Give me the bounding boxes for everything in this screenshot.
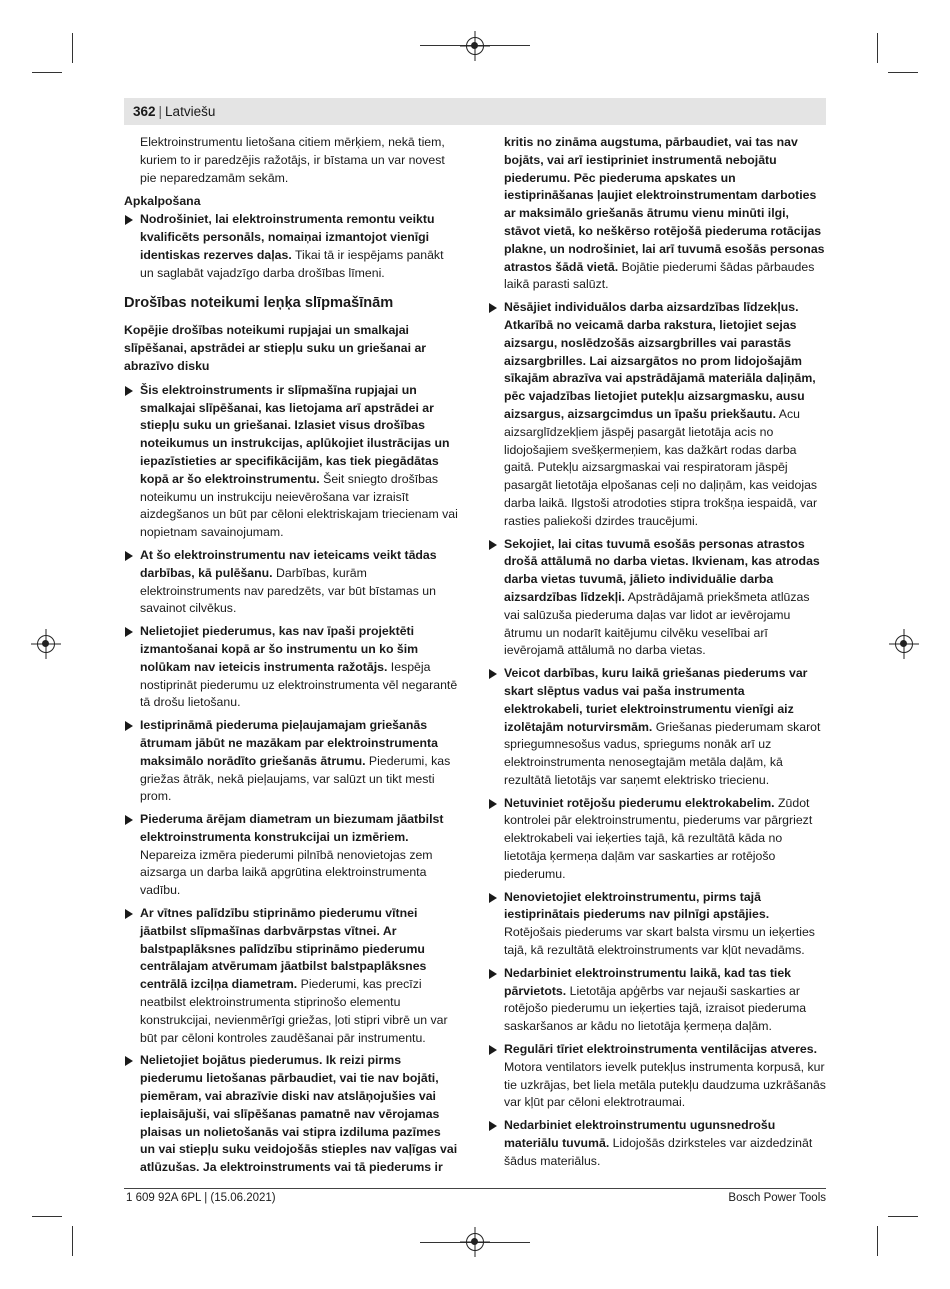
safety-bullet — [488, 965, 826, 1036]
bullet-text: Lietotāja apģērbs var nejauši saskarties ar rotējošo piederumu un ieķerties tajā, izraisot piederuma saskaršanos ar kādu no lietotāja ķermeņa daļām. — [504, 983, 807, 1034]
bullet-triangle-icon — [489, 969, 497, 979]
bullet-triangle-icon — [489, 1121, 497, 1131]
bullet-triangle-icon — [125, 909, 133, 919]
safety-bullet — [488, 299, 826, 530]
footer-brand: Bosch Power Tools — [728, 1192, 826, 1204]
page-header — [124, 98, 826, 125]
bullet-bold-text: Iestiprināmā piederuma pieļaujamajam griešanās ātrumam jābūt ne mazākam par elektroinstrumenta maksimālo norādīto griešanās ātrumu. — [140, 718, 438, 768]
service-bullet — [124, 211, 459, 282]
bullet-bold-text: Nelietojiet bojātus piederumus. Ik reizi pirms piederumu lietošanas pārbaudiet, vai tie nav bojāti, piemēram, vai abrazīvie diski nav atslāņojušies vai ieplaisājuši, vai slīpēšanas pamatnē nav vērojamas plaisas un nolietošanās vai stipra izdiluma pazīmes un vai stiepļu suku veidojošās stieples nav vaļīgas vai atlūzušas. Ja elektroinstruments vai tā piederums ir — [140, 1053, 458, 1175]
bullet-triangle-icon — [125, 815, 133, 825]
bullet-bold-text: Nēsājiet individuālos darba aizsardzības līdzekļus. Atkarībā no veicamā darba rakstura, lietojiet sejas aizsargu, noslēdzošās aizsargbrilles vai parastās aizsargbrilles. Lai aizsargātos no prom lidojošajām sīkajām abrazīva vai apstrādājamā materiāla daļiņām, pēc vajadzības lietojiet putekļu aizsargmasku, ausu aizsargus, aizsargcimdus un īpašu priekšautu. — [504, 300, 816, 421]
safety-bullet — [488, 889, 826, 960]
bullet-bold-text: Veicot darbības, kuru laikā griešanas piederums var skart slēptus vadus vai paša instrumenta elektrokabeli, turiet elektroinstrumentu vienīgi aiz izolētajām noturvirsmām. — [504, 666, 808, 734]
bullet-text: Piederumi, kas griežas ātrāk, nekā pieļaujams, var salūzt un tikt mesti prom. — [140, 753, 451, 804]
bullet-bold-text: Nenovietojiet elektroinstrumentu, pirms tajā iestiprinātais piederums nav pilnīgi apstājies. — [504, 889, 770, 922]
bullet-text: Apstrādājamā priekšmeta atlūzas vai salūzuša piederuma daļas var lidot ar ievērojamu ātrumu un nodarīt kaitējumu cilvēku veselībai arī ievērojamā attālumā no darba vietas. — [504, 589, 810, 658]
bullet-triangle-icon — [125, 215, 133, 225]
registration-mark-icon — [895, 635, 913, 653]
bullet-bold-text: Nelietojiet piederumus, kas nav īpaši projektēti izmantošanai kopā ar šo instrumentu un ko šim nolūkam nav ieteicis instrumenta ražotājs. — [140, 624, 419, 674]
safety-bullet — [124, 547, 459, 618]
bullet-triangle-icon — [489, 540, 497, 550]
bullet-text: Darbības, kurām elektroinstruments nav paredzēts, var būt bīstamas un savainot cilvēkus. — [140, 565, 436, 616]
safety-bullet — [488, 665, 826, 790]
bullet-text: Iespēja nostiprināt piederumu uz elektroinstrumenta vēl negarantē tā drošu lietošanu. — [140, 659, 458, 710]
crop-mark — [32, 72, 62, 73]
bullet-triangle-icon — [489, 303, 497, 313]
continuation-paragraph — [488, 134, 826, 294]
bullet-bold-text: Nodrošiniet, lai elektroinstrumenta remontu veiktu kvalificēts personāls, nomaiņai izmantojot vienīgi identiskas rezerves daļas. — [140, 212, 435, 262]
bullet-bold-text: Nedarbiniet elektroinstrumentu laikā, kad tas tiek pārvietots. — [504, 965, 792, 998]
safety-bullet — [488, 795, 826, 884]
bullet-bold-text: Netuviniet rotējošu piederumu elektrokabelim. — [504, 795, 775, 810]
header-separator: | — [158, 104, 163, 119]
bullet-bold-text: Ar vītnes palīdzību stiprināmo piederumu vītnei jāatbilst slīpmašīnas darbvārpstas vītnei. Ar balstpaplāksnes palīdzību stiprināmo piederumu centrālajam atvērumam jāatbilst balstpaplāksnes centrālā izciļņa diametram. — [140, 906, 427, 992]
bullet-triangle-icon — [489, 1045, 497, 1055]
crop-mark — [877, 33, 878, 63]
registration-mark-icon — [466, 1233, 484, 1251]
bullet-triangle-icon — [125, 1056, 133, 1066]
bullet-bold-text: Šis elektroinstruments ir slīpmašīna rupjajai un smalkajai slīpēšanai, kas lietojama arī apstrādei ar stiepļu suku un griešanai. Izlasiet visus drošības noteikumus un instrukcijas, aplūkojiet ilustrācijas un iepazīstieties ar specifikācijām, kas tiek piegādātas kopā ar šo elektroinstrumentu. — [140, 382, 450, 486]
crop-mark — [888, 72, 918, 73]
bullet-text: Piederumi, kas precīzi neatbilst elektroinstrumenta stiprinošo elementu konstrukcijai, nevienmērīgi griežas, ļoti stipri vibrē un var būt par cēloni kontroles zaudēšanai pār instrumentu. — [140, 977, 448, 1045]
bullet-triangle-icon — [125, 386, 133, 396]
intro-paragraph: Elektroinstrumentu lietošana citiem mērķiem, nekā tiem, kuriem to ir paredzējis ražotājs, ir bīstama un var novest pie neparedzamām sekām. — [140, 135, 445, 185]
bullet-bold-text: Piederuma ārējam diametram un biezumam jāatbilst elektroinstrumenta konstrukcijai un izmēriem. — [140, 812, 444, 844]
crop-mark — [72, 33, 73, 63]
bullet-bold-text: Nedarbiniet elektroinstrumentu ugunsnedrošu materiālu tuvumā. — [504, 1118, 776, 1151]
bullet-bold-text: Regulāri tīriet elektroinstrumenta ventilācijas atveres. — [504, 1042, 818, 1057]
bullet-text: Griešanas piederumam skarot spriegumnesošus vadus, spriegums nonāk arī uz elektroinstrumenta nenosegtajām metāla daļām, kā rezultātā lietotājs var saņemt elektrisko triecienu. — [504, 719, 821, 787]
bullet-triangle-icon — [125, 721, 133, 731]
bullet-triangle-icon — [489, 799, 497, 809]
crop-mark — [877, 1226, 878, 1256]
bullet-text: Šeit sniegto drošības noteikumu un instrukciju neievērošana var izraisīt aizdegšanos un būt par cēloni elektriskajam triecienam vai nopietnam savainojumam. — [140, 471, 458, 540]
right-column — [488, 134, 826, 1176]
section-title: Drošības noteikumi leņķa slīpmašīnām — [124, 295, 394, 312]
safety-bullet — [124, 811, 459, 900]
bullet-triangle-icon — [125, 627, 133, 637]
bullet-bold-text: At šo elektroinstrumentu nav ieteicams veikt tādas darbības, kā pulēšanu. — [140, 547, 437, 580]
safety-bullet — [124, 905, 459, 1047]
footer-doc-id: 1 609 92A 6PL | (15.06.2021) — [126, 1192, 276, 1204]
crop-mark — [72, 1226, 73, 1256]
bullet-text: Tikai tā ir iespējams panākt un saglabāt vajadzīgo darba drošības līmeni. — [140, 247, 444, 280]
crop-mark — [888, 1216, 918, 1217]
page-language: Latviešu — [165, 104, 216, 119]
service-heading: Apkalpošana — [124, 194, 201, 209]
page-number: 362 — [133, 104, 156, 119]
bullet-text: Nepareiza izmēra piederumi pilnībā nenovietojas zem aizsarga un darba laikā apgrūtina elektroinstrumenta vadību. — [140, 847, 433, 898]
safety-bullet — [124, 382, 459, 542]
safety-bullet — [488, 1041, 826, 1112]
registration-mark-icon — [466, 37, 484, 55]
bullet-triangle-icon — [489, 893, 497, 903]
safety-bullet — [124, 717, 459, 806]
footer-divider — [124, 1188, 826, 1189]
bullet-text: Acu aizsarglīdzekļiem jāspēj pasargāt lietotāja acis no lidojošajiem svešķermeņiem, kas dažkārt rodas darba gaitā. Putekļu aizsargmaskai vai respiratoram jāspēj pasargāt lietotāja elpošanas ceļi no daļiņām, kas veidojas darba laikā. Ilgstoši atrodoties stipra trokšņa iespaidā, var rasties paliekoši dzirdes traucējumi. — [504, 406, 818, 528]
left-column — [124, 134, 459, 1182]
crop-mark — [32, 1216, 62, 1217]
bullet-text: Motora ventilators ievelk putekļus instrumenta korpusā, kur tie uzkrājas, bet liela metāla putekļu daudzuma uzkrāšanās var kļūt par cēloni elektrotraumai. — [504, 1059, 826, 1110]
bullet-text: Rotējošais piederums var skart balsta virsmu un ieķerties tajā, kā rezultātā elektroinstruments var kļūt nevadāms. — [504, 925, 815, 958]
bullet-triangle-icon — [489, 669, 497, 679]
bullet-triangle-icon — [125, 551, 133, 561]
safety-bullet — [488, 536, 826, 661]
safety-bullet — [124, 623, 459, 712]
bullet-text: Zūdot kontrolei pār elektroinstrumentu, piederums var pārgriezt elektrokabeli vai ieķerties tajā, kā rezultātā kāda no lietotāja ķermeņa daļām var saskarties ar rotējošo piederumu. — [504, 795, 813, 881]
safety-bullet — [488, 1117, 826, 1170]
bullet-bold-text: Sekojiet, lai citas tuvumā esošās personas atrastos drošā attālumā no darba vietas. Ikvienam, kas atrodas darba vietas tuvumā, jālieto individuālie darba aizsardzības līdzekļi. — [504, 536, 820, 604]
subheading: Kopējie drošības noteikumi rupjajai un smalkajai slīpēšanai, apstrādei ar stiepļu suku un griešanai ar abrazīvo disku — [124, 323, 427, 373]
bullet-bold-text: kritis no zināma augstuma, pārbaudiet, vai tas nav bojāts, vai arī iestipriniet instrumentā nebojātu piederumu. Pēc piederuma apskates un iestiprināšanas ļaujiet elektroinstrumentam darboties ar maksimālo griešanās ātrumu vienu minūti ilgi, stāvot vietā, ko neškērso rotējošā piederuma rotācijas plakne, un nodrošiniet, lai arī tuvumā esošās personas atrastos šādā vietā. — [504, 135, 825, 274]
safety-bullet — [124, 1052, 459, 1177]
bullet-text: Lidojošās dzirksteles var aizdedzināt šādus materiālus. — [504, 1136, 813, 1168]
registration-mark-icon — [37, 635, 55, 653]
bullet-text: Bojātie piederumi šādas pārbaudes laikā parasti salūzt. — [504, 259, 815, 292]
